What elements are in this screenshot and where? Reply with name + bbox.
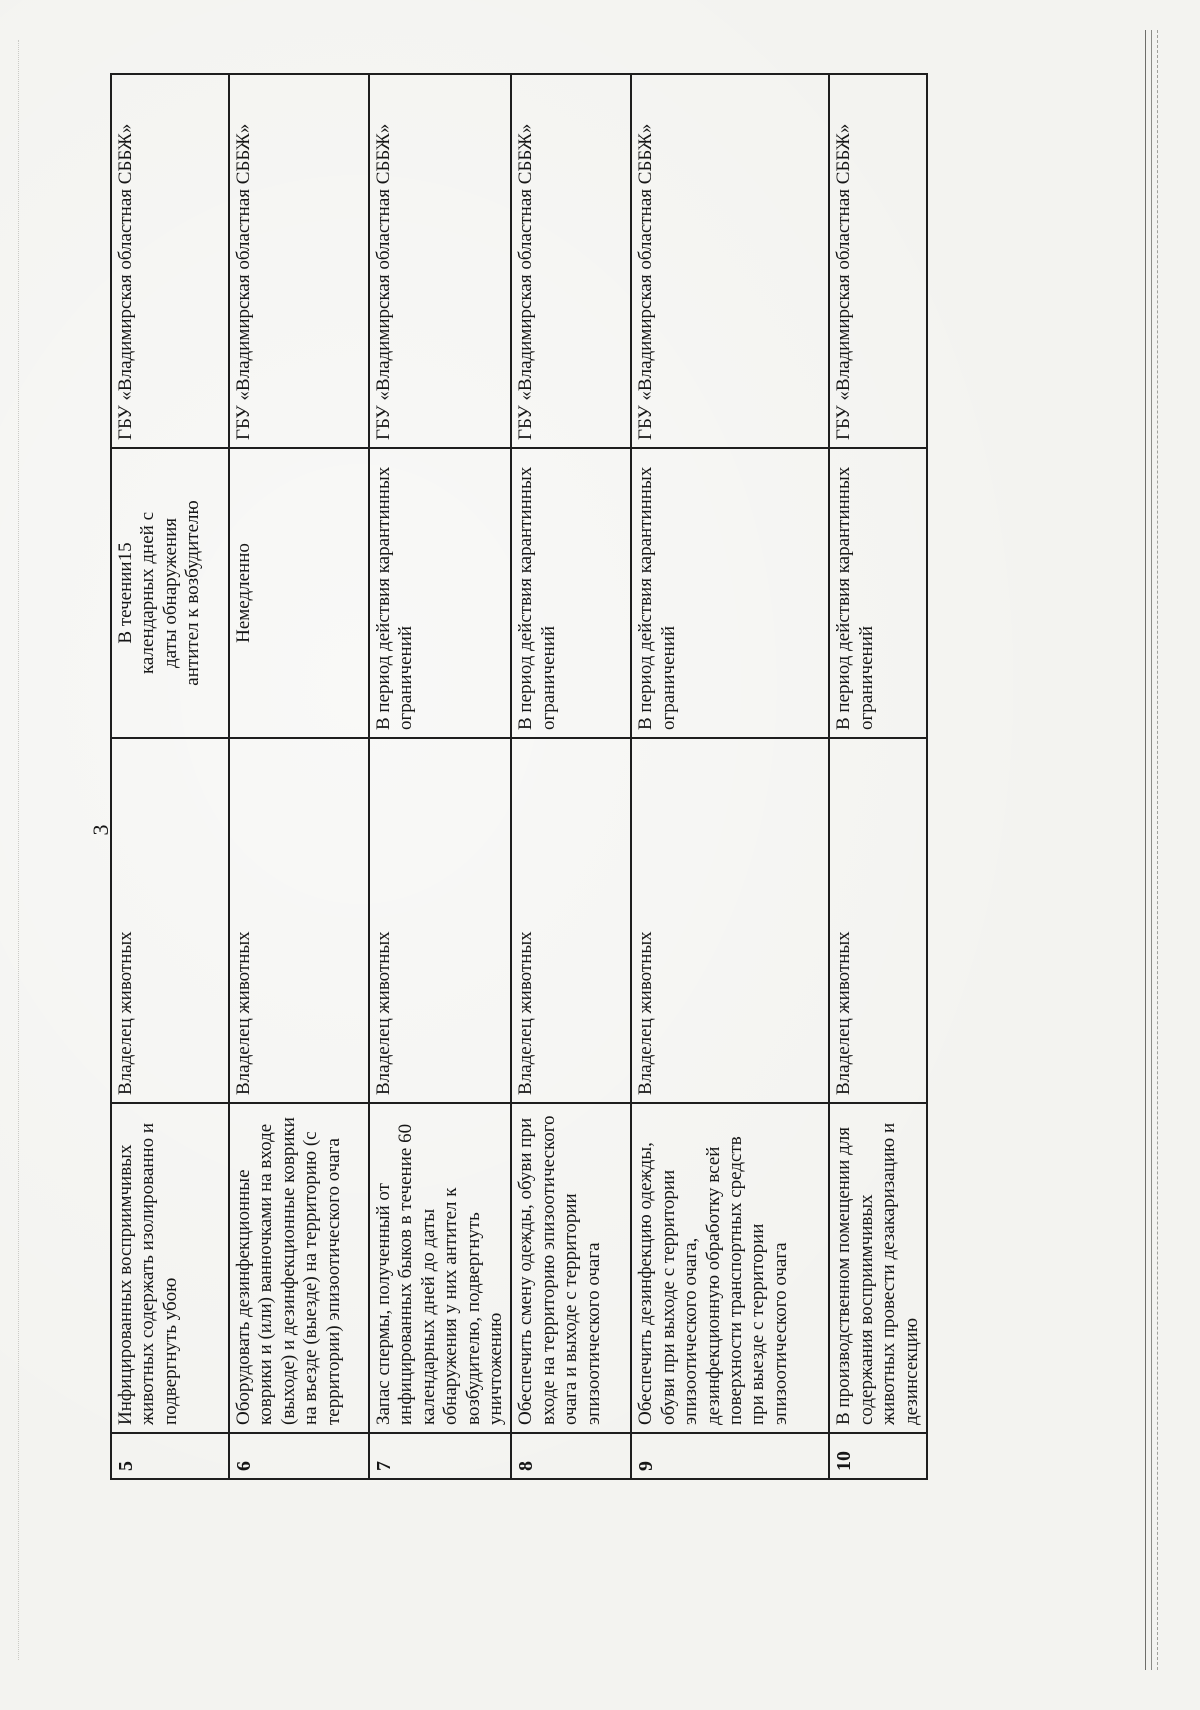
deadline-line: В течении15 [115,542,136,644]
action-cell: Запас спермы, полученный от инфицированных быков в течение 60 календарных дней до даты обнаружения у них антител к возбудителю, подвергнуть уничтожению [369,1103,511,1433]
deadline-line: календарных дней с [137,511,159,675]
executor-cell: ГБУ «Владимирская областная СББЖ» [631,74,829,448]
deadline-cell [111,448,229,738]
deadline-cell: В период действия карантинных ограничений [369,448,511,738]
deadline-cell: В период действия карантинных ограничений [631,448,829,738]
measures-table [110,73,928,1480]
binding-edge-line [1157,30,1158,1670]
executor-cell: ГБУ «Владимирская областная СББЖ» [369,74,511,448]
action-cell: В производственном помещении для содержания восприимчивых животных провести дезакаризацию и дезинсекцию [829,1103,927,1433]
deadline-line: даты обнаружения [159,517,181,669]
row-number: 10 [829,1433,927,1479]
executor-cell: ГБУ «Владимирская областная СББЖ» [511,74,631,448]
action-cell: Оборудовать дезинфекционные коврики и (или) ванночками на входе (выходе) и дезинфекционные коврики на въезде (выезде) на территорию (с территории) эпизоотического очага [229,1103,369,1433]
deadline-line: антител к возбудителю [182,500,204,686]
table-row [111,74,229,1479]
executor-cell: ГБУ «Владимирская областная СББЖ» [229,74,369,448]
action-cell: Обеспечить смену одежды, обуви при входе на территорию эпизоотического очага и выходе с территории эпизоотического очага [511,1103,631,1433]
responsible-cell: Владелец животных [369,738,511,1103]
executor-cell: ГБУ «Владимирская областная СББЖ» [829,74,927,448]
table-row [631,74,829,1479]
deadline-cell: В период действия карантинных ограничений [829,448,927,738]
deadline-cell: Немедленно [229,448,369,738]
row-number: 6 [229,1433,369,1479]
responsible-cell: Владелец животных [631,738,829,1103]
action-cell: Обеспечить дезинфекцию одежды, обуви при выходе с территории эпизоотического очага, дезинфекционную обработку всей поверхности транспортных средств при выезде с территории эпизоотического очага [631,1103,829,1433]
row-number: 5 [111,1433,229,1479]
table-row [511,74,631,1479]
table-row [829,74,927,1479]
deadline-cell: В период действия карантинных ограничений [511,448,631,738]
page-number: 3 [88,824,113,836]
row-number: 7 [369,1433,511,1479]
responsible-cell: Владелец животных [829,738,927,1103]
action-cell: Инфицированных восприимчивых животных содержать изолированно и подвергнуть убою [111,1103,229,1433]
responsible-cell: Владелец животных [229,738,369,1103]
binding-edge-line [1151,30,1152,1670]
responsible-cell: Владелец животных [511,738,631,1103]
executor-cell: ГБУ «Владимирская областная СББЖ» [111,74,229,448]
row-number: 9 [631,1433,829,1479]
binding-edge-line [1145,30,1146,1670]
table-row [369,74,511,1479]
table-row [229,74,369,1479]
row-number: 8 [511,1433,631,1479]
responsible-cell: Владелец животных [111,738,229,1103]
